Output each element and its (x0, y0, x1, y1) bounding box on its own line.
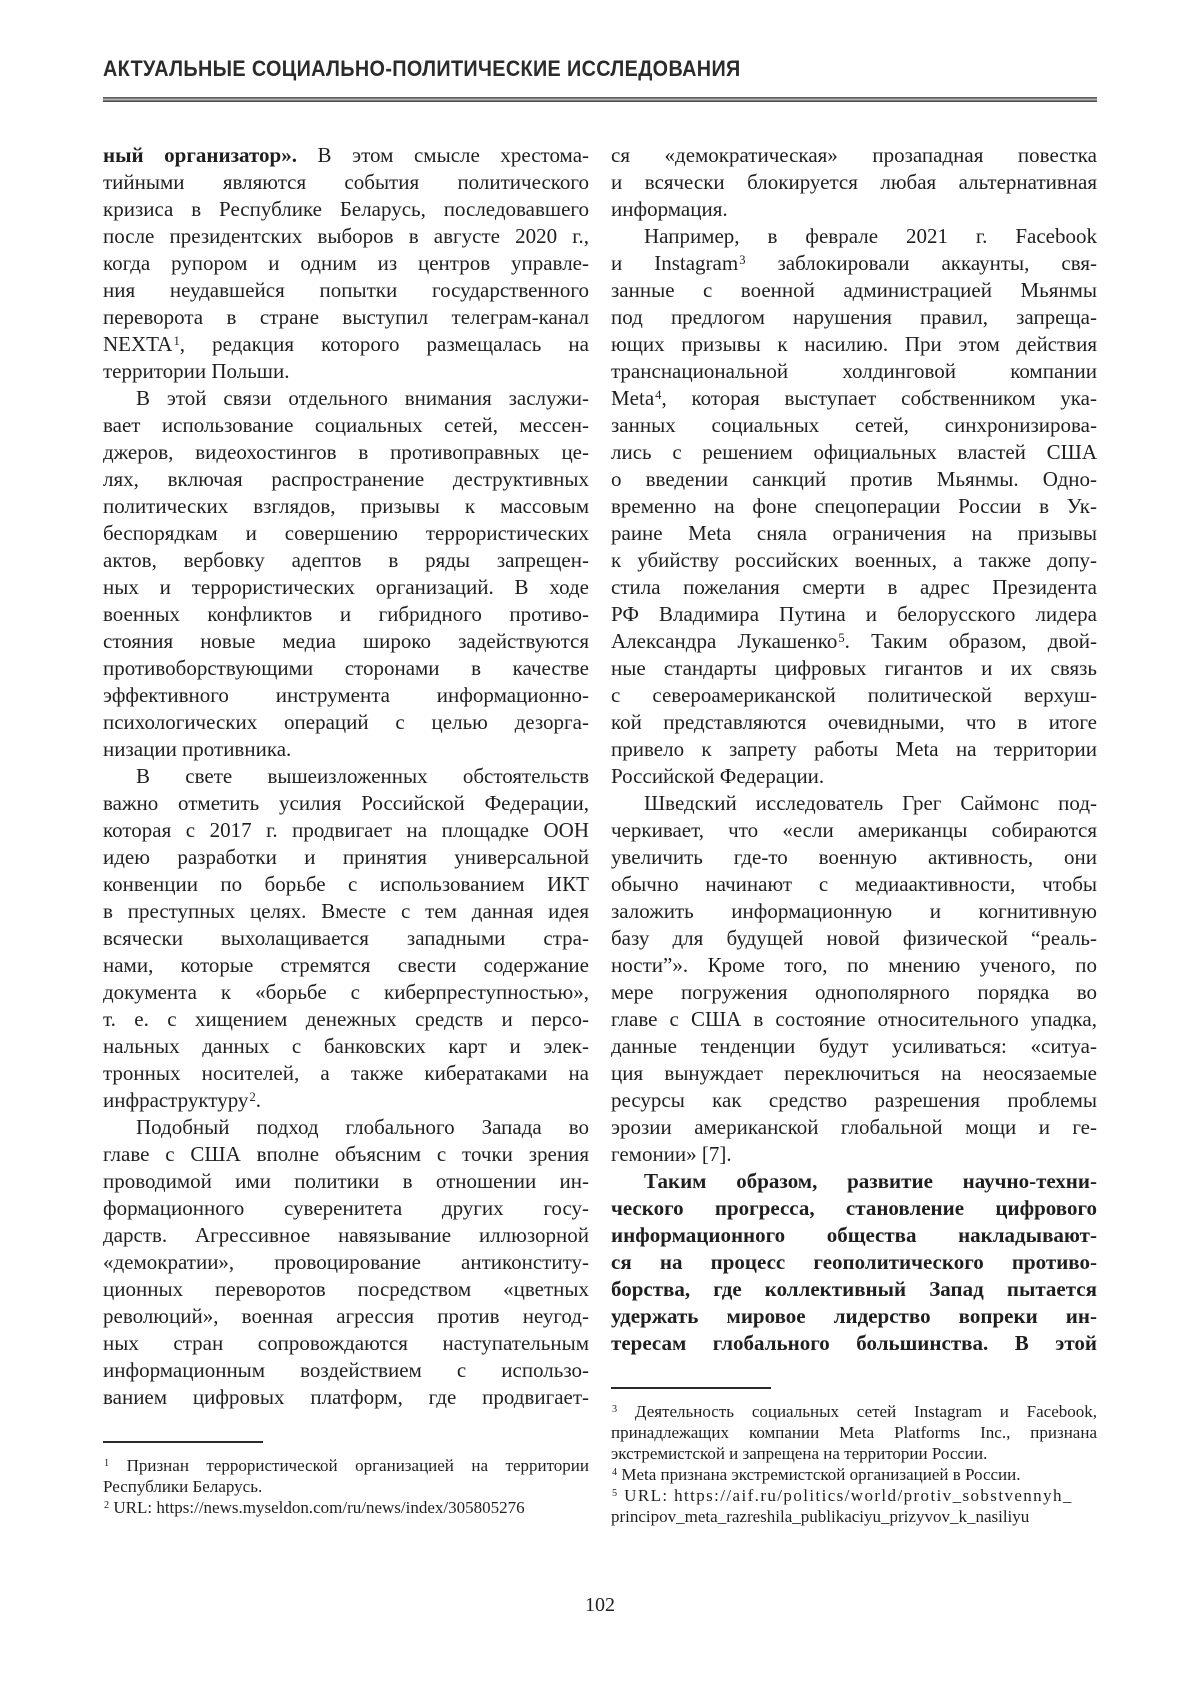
footnotes-left (103, 1441, 589, 1518)
text-line: экстремистской и запрещена на территории России. (611, 1444, 988, 1463)
text-line: о введении санкций против Мьянмы. Одно- (611, 467, 1097, 491)
text-line: $^4$ Meta признана экстремистской организацией в России. (612, 1465, 1021, 1484)
body-text-right (611, 142, 1097, 1357)
text-line: т. е. с хищением денежных средств и персо- (103, 1007, 589, 1031)
text-line: данные тенденции будут усиливаться: «ситуа- (611, 1034, 1097, 1058)
footnotes-right (611, 1387, 1097, 1527)
text-line: актов, вербовку адептов в ряды запрещен- (103, 548, 589, 572)
text-line: эрозии американской глобальной мощи и ге- (611, 1115, 1097, 1139)
text-line: «демократии», провоцирование антиконститу- (103, 1250, 589, 1274)
text-line: борства, где коллективный Запад пытается (611, 1277, 1097, 1301)
text-line: низации противника. (103, 737, 292, 761)
text-line: В свете вышеизложенных обстоятельств (136, 764, 589, 788)
text-line: мере погружения однополярного порядка во (611, 980, 1097, 1004)
text-line: важно отметить усилия Российской Федерации, (103, 791, 589, 815)
text-line: к убийству российских военных, а также допу- (611, 548, 1097, 572)
text-line: главе с США в состояние относительного упадка, (611, 1007, 1097, 1031)
text-line: вает использование социальных сетей, мессен- (103, 413, 589, 437)
text-line: ресурсы как средство разрешения проблемы (611, 1088, 1097, 1112)
text-line: военных конфликтов и гибридного противо- (103, 602, 589, 626)
text-line: противоборствующими сторонами в качестве (103, 656, 589, 680)
text-line: кризиса в Республике Беларусь, последовавшего (103, 197, 589, 221)
text-line: психологических операций с целью дезорга- (103, 710, 589, 734)
header-rule (103, 97, 1097, 102)
text-line: кой представляются очевидными, что в итоге (611, 710, 1097, 734)
text-line: удержать мировое лидерство вопреки ин- (611, 1304, 1097, 1328)
text-line: инфраструктуру$^2$. (103, 1088, 261, 1112)
text-line: временно на фоне спецоперации России в Ук- (611, 494, 1097, 518)
text-line: проводимой ими политики в отношении ин- (103, 1169, 589, 1193)
text-line: ция вынуждает переключиться на неосязаемые (611, 1061, 1097, 1085)
text-line: занные с военной администрацией Мьянмы (611, 278, 1097, 302)
text-line: ния неудавшейся попытки государственного (103, 278, 589, 302)
text-line: информация. (611, 197, 728, 221)
text-line: Например, в феврале 2021 г. Facebook (644, 224, 1097, 248)
text-line: $^1$ Признан террористической организацией на территории (104, 1456, 589, 1475)
text-line: нальных данных с банковских карт и элек- (103, 1034, 589, 1058)
text-line: территории Польши. (103, 359, 290, 383)
text-line: ся «демократическая» прозападная повестка (611, 143, 1097, 167)
text-line: ности”». Кроме того, по мнению ученого, по (611, 953, 1097, 977)
text-line: занных социальных сетей, синхронизирова- (611, 413, 1097, 437)
text-line: Подобный подход глобального Запада во (136, 1115, 589, 1139)
text-line: политических взглядов, призывы к массовым (103, 494, 589, 518)
text-line: гемонии» [7]. (611, 1142, 732, 1166)
text-line: привело к запрету работы Meta на территории (611, 737, 1097, 761)
text-line: в преступных целях. Вместе с тем данная идея (103, 899, 589, 923)
text-line: Meta$^4$, которая выступает собственником ука- (611, 386, 1097, 410)
text-line: тересам глобального большинства. В этой (611, 1331, 1097, 1355)
text-line: Таким образом, развитие научно-техни- (644, 1169, 1097, 1193)
page-number: 102 (585, 1594, 615, 1616)
text-line: ный организатор». В этом смысле хрестома- (103, 143, 590, 167)
text-line: информационным воздействием с использо- (103, 1358, 589, 1382)
text-line: эффективного инструмента информационно- (103, 683, 589, 707)
text-line: документа к «борьбе с киберпреступностью», (103, 980, 589, 1004)
text-line: Российской Федерации. (611, 764, 825, 788)
text-line: ющих призывы к насилию. При этом действия (611, 332, 1097, 356)
text-line: с североамериканской политической верхуш- (611, 683, 1097, 707)
text-line: лись с решением официальных властей США (611, 440, 1097, 464)
text-line: ся на процесс геополитического противо- (611, 1250, 1097, 1274)
text-line: лях, включая распространение деструктивных (103, 467, 589, 491)
running-header-title: АКТУАЛЬНЫЕ СОЦИАЛЬНО-ПОЛИТИЧЕСКИЕ ИССЛЕДОВАНИЯ (103, 56, 741, 81)
text-line: беспорядкам и совершению террористических (103, 521, 589, 545)
text-line: Шведский исследователь Грег Саймонс под- (644, 791, 1097, 815)
page-header (0, 0, 1200, 102)
text-line: тийными являются события политического (103, 170, 589, 194)
text-line: и всячески блокируется любая альтернативная (611, 170, 1097, 194)
text-line: ных стран сопровождаются наступательным (103, 1331, 589, 1355)
column-left (103, 142, 589, 1527)
footnote-text-right (611, 1401, 1097, 1527)
text-line: главе с США вполне объясним с точки зрения (103, 1142, 589, 1166)
text-line: переворота в стране выступил телеграм-канал (103, 305, 589, 329)
text-line: Республики Беларусь. (103, 1477, 263, 1496)
text-line: NEXTA$^1$, редакция которого размещалась на (103, 332, 589, 356)
text-line: революций», военная агрессия против неугод- (103, 1304, 589, 1328)
text-line: ческого прогресса, становление цифрового (611, 1196, 1097, 1220)
text-line: которая с 2017 г. продвигает на площадке ООН (103, 818, 589, 842)
text-line: $^5$ URL: https://aif.ru/politics/world/protiv_sobstvennyh_ (612, 1486, 1073, 1505)
text-line: Александра Лукашенко$^5$. Таким образом, двой- (611, 629, 1097, 653)
text-line: нами, которые стремятся свести содержание (103, 953, 589, 977)
text-columns (0, 142, 1200, 1527)
footnote-separator (611, 1387, 771, 1389)
text-line: тронных носителей, а также кибератаками на (103, 1061, 589, 1085)
text-line: принадлежащих компании Meta Platforms Inc., признана (611, 1423, 1097, 1442)
text-line: ных и террористических организаций. В ходе (103, 575, 589, 599)
text-line: увеличить где-то военную активность, они (611, 845, 1097, 869)
text-line: черкивает, что «если американцы собираются (611, 818, 1097, 842)
text-line: когда рупором и одним из центров управле- (103, 251, 589, 275)
text-line: под предлогом нарушения правил, запреща- (611, 305, 1097, 329)
text-line: информационного общества накладывают- (611, 1223, 1097, 1247)
text-line: $^2$ URL: https://news.myseldon.com/ru/news/index/305805276 (104, 1498, 525, 1517)
column-right (611, 142, 1097, 1527)
text-line: стояния новые медиа широко задействуются (103, 629, 589, 653)
body-text-left (103, 142, 589, 1411)
text-line: раине Meta сняла ограничения на призывы (611, 521, 1097, 545)
text-line: РФ Владимира Путина и белорусского лидера (611, 602, 1097, 626)
footnote-separator (103, 1441, 263, 1443)
text-line: формационного суверенитета других госу- (103, 1196, 589, 1220)
footnote-text-left (103, 1455, 589, 1518)
text-line: базу для будущей новой физической “реаль- (611, 926, 1097, 950)
text-line: идею разработки и принятия универсальной (103, 845, 589, 869)
text-line: всячески выхолащивается западными стра- (103, 926, 589, 950)
text-line: и Instagram$^3$ заблокировали аккаунты, свя- (611, 251, 1097, 275)
text-line: principov_meta_razreshila_publikaciyu_prizyvov_k_nasiliyu (611, 1507, 1030, 1526)
text-line: стила пожелания смерти в адрес Президента (611, 575, 1097, 599)
text-line: дарств. Агрессивное навязывание иллюзорной (103, 1223, 589, 1247)
text-line: $^3$ Деятельность социальных сетей Instagram и Facebook, (612, 1402, 1097, 1421)
text-line: ванием цифровых платформ, где продвигает- (103, 1385, 589, 1409)
text-line: ционных переворотов посредством «цветных (103, 1277, 589, 1301)
text-line: конвенции по борьбе с использованием ИКТ (103, 872, 589, 896)
text-line: после президентских выборов в августе 2020 г., (103, 224, 589, 248)
text-line: заложить информационную и когнитивную (611, 899, 1097, 923)
text-line: джеров, видеохостингов в противоправных це- (103, 440, 589, 464)
text-line: транснациональной холдинговой компании (611, 359, 1097, 383)
text-line: ные стандарты цифровых гигантов и их связь (611, 656, 1097, 680)
text-line: обычно начинают с медиаактивности, чтобы (611, 872, 1097, 896)
text-line: В этой связи отдельного внимания заслужи- (136, 386, 589, 410)
